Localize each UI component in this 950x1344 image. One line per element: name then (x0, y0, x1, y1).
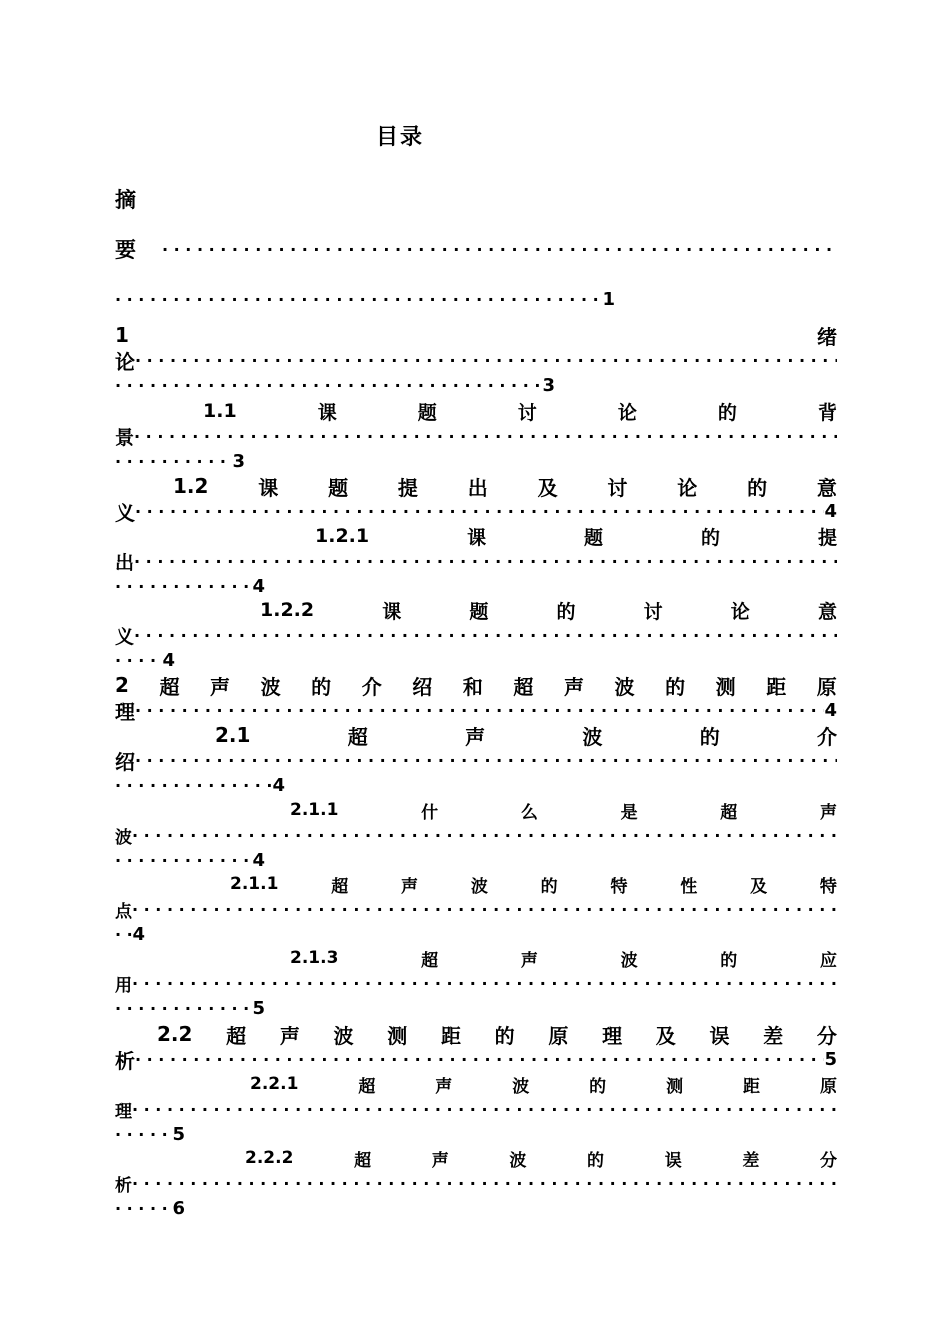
dot-leader (135, 751, 837, 770)
toc-entry-line-2: 用 · · · (115, 970, 837, 996)
toc-entry-line-3 (115, 573, 265, 599)
dot-leader (132, 1100, 837, 1119)
toc-entry-line-1[interactable]: 2.1.1 什 么 是 超 声 (290, 800, 837, 823)
toc-entry-line-1[interactable]: 2.2.1 超 声 波 的 测 距 原 (250, 1074, 837, 1097)
toc-entry-line-3 (115, 1121, 185, 1147)
toc-entry-line-2: 景 · · · (115, 423, 837, 449)
dot-leader (115, 577, 252, 596)
dot-leader (115, 1125, 172, 1144)
toc-entry-number: 2.2.2 (245, 1148, 294, 1168)
toc-entry-number: 2.1.3 (290, 948, 339, 968)
toc-entry-line-1[interactable]: 2.1 超 声 波 的 介 (215, 723, 837, 749)
toc-entry-line-2: 理 · · · 4 (115, 697, 837, 723)
toc-entry-page-number: 5 (824, 1048, 837, 1070)
toc-entry-number: 1.2.2 (260, 599, 315, 621)
toc-abstract-line-2 (115, 236, 837, 262)
toc-entry-line-2: 点 · · · (115, 896, 837, 922)
toc-entry-number: 1.2.1 (315, 525, 370, 547)
toc-entry-line-3 (115, 647, 175, 673)
dot-leader (132, 826, 837, 845)
toc-entry-line-2: 论 · · · (115, 347, 837, 373)
toc-entry-number: 1.1 (203, 400, 237, 422)
toc-entry-line-3 (115, 921, 145, 947)
toc-entry-page-number: 5 (252, 997, 265, 1019)
toc-entry-line-1[interactable]: 2.2 超 声 波 测 距 的 原 理 及 误 差 分 (157, 1022, 837, 1048)
dot-leader (135, 701, 824, 720)
toc-entry-number: 1.2 (173, 474, 209, 498)
toc-entry-line-1[interactable]: 2.1.1 超 声 波 的 特 性 及 特 (230, 874, 837, 897)
toc-entry-page-number: 4 (824, 699, 837, 721)
toc-entry-line-1[interactable]: 1.1 课 题 讨 论 的 背 (203, 400, 837, 424)
dot-leader (135, 351, 837, 370)
dot-leader (132, 1174, 837, 1193)
dot-leader (115, 776, 272, 795)
toc-entry-line-1[interactable]: 1.2.2 课 题 的 讨 论 意 (260, 599, 837, 623)
toc-entry-number: 2.1.1 (290, 800, 339, 820)
toc-entry-page-number: 4 (162, 649, 175, 671)
dot-leader (134, 552, 837, 571)
toc-entry-number: 1 (115, 323, 129, 347)
dot-leader (115, 851, 252, 870)
toc-entry-line-2: 绍 · · · (115, 747, 837, 773)
abstract-heading-first: 摘 (115, 188, 136, 212)
toc-entry-number: 2.1.1 (230, 874, 279, 894)
toc-entry-line-3 (115, 995, 265, 1021)
dot-leader (115, 1199, 172, 1218)
toc-entry-number: 2.2 (157, 1022, 193, 1046)
toc-entry-page-number: 4 (132, 923, 145, 945)
dot-leader (132, 974, 837, 993)
toc-entry-number: 2.1 (215, 723, 251, 747)
toc-entry-line-3 (115, 448, 245, 474)
toc-abstract-line-1 (115, 186, 837, 212)
abstract-page-number: 1 (602, 288, 615, 310)
toc-entry-line-2: 义 · · · (115, 622, 837, 648)
toc-entry-line-2: 出 · · · (115, 548, 837, 574)
toc-entry-page-number: 4 (252, 575, 265, 597)
toc-abstract-line-3 (115, 286, 615, 312)
dot-leader (132, 900, 837, 919)
dot-leader (115, 999, 252, 1018)
dot-leader (115, 925, 132, 944)
dot-leader (135, 1050, 824, 1069)
toc-entry-line-2: 理 · · · (115, 1096, 837, 1122)
toc-entry-page-number: 6 (172, 1197, 185, 1219)
toc-entry-line-1[interactable]: 2.1.3 超 声 波 的 应 (290, 948, 837, 971)
toc-entry-line-1[interactable]: 2 超 声 波 的 介 绍 和 超 声 波 的 测 距 原 (115, 673, 837, 699)
dot-leader (115, 376, 542, 395)
toc-entry-number: 2.2.1 (250, 1074, 299, 1094)
toc-entry-line-3 (115, 847, 265, 873)
toc-entry-number: 2 (115, 673, 129, 697)
toc-entry-page-number: 4 (824, 500, 837, 522)
toc-entry-line-1[interactable]: 1.2.1 课 题 的 提 (315, 525, 837, 549)
dot-leader (115, 290, 602, 309)
toc-entry-line-3 (115, 1195, 185, 1221)
dot-leader (134, 427, 837, 446)
toc-entry-page-number: 5 (172, 1123, 185, 1145)
toc-entry-line-1[interactable]: 2.2.2 超 声 波 的 误 差 分 (245, 1148, 837, 1171)
toc-entry-line-2: 波 · · · (115, 822, 837, 848)
toc-entry-line-3 (115, 772, 285, 798)
dot-leader (115, 651, 162, 670)
toc-title: 目录 (375, 125, 424, 150)
toc-entry-page-number: 3 (232, 450, 245, 472)
dot-leader (115, 452, 232, 471)
toc-entry-line-1[interactable]: 1 绪 (115, 323, 837, 349)
toc-entry-line-2: 析 · · · (115, 1170, 837, 1196)
abstract-heading-second: 要 (115, 238, 136, 262)
dot-leader (134, 626, 837, 645)
toc-entry-line-2: 析 · · · 5 (115, 1046, 837, 1072)
dot-leader (162, 240, 837, 259)
toc-entry-page-number: 4 (252, 849, 265, 871)
toc-entry-line-3 (115, 372, 555, 398)
dot-leader (135, 502, 824, 521)
toc-entry-page-number: 4 (272, 774, 285, 796)
toc-entry-line-2: 义 · · · 4 (115, 498, 837, 524)
toc-entry-page-number: 3 (542, 374, 555, 396)
toc-entry-line-1[interactable]: 1.2 课 题 提 出 及 讨 论 的 意 (173, 474, 837, 500)
